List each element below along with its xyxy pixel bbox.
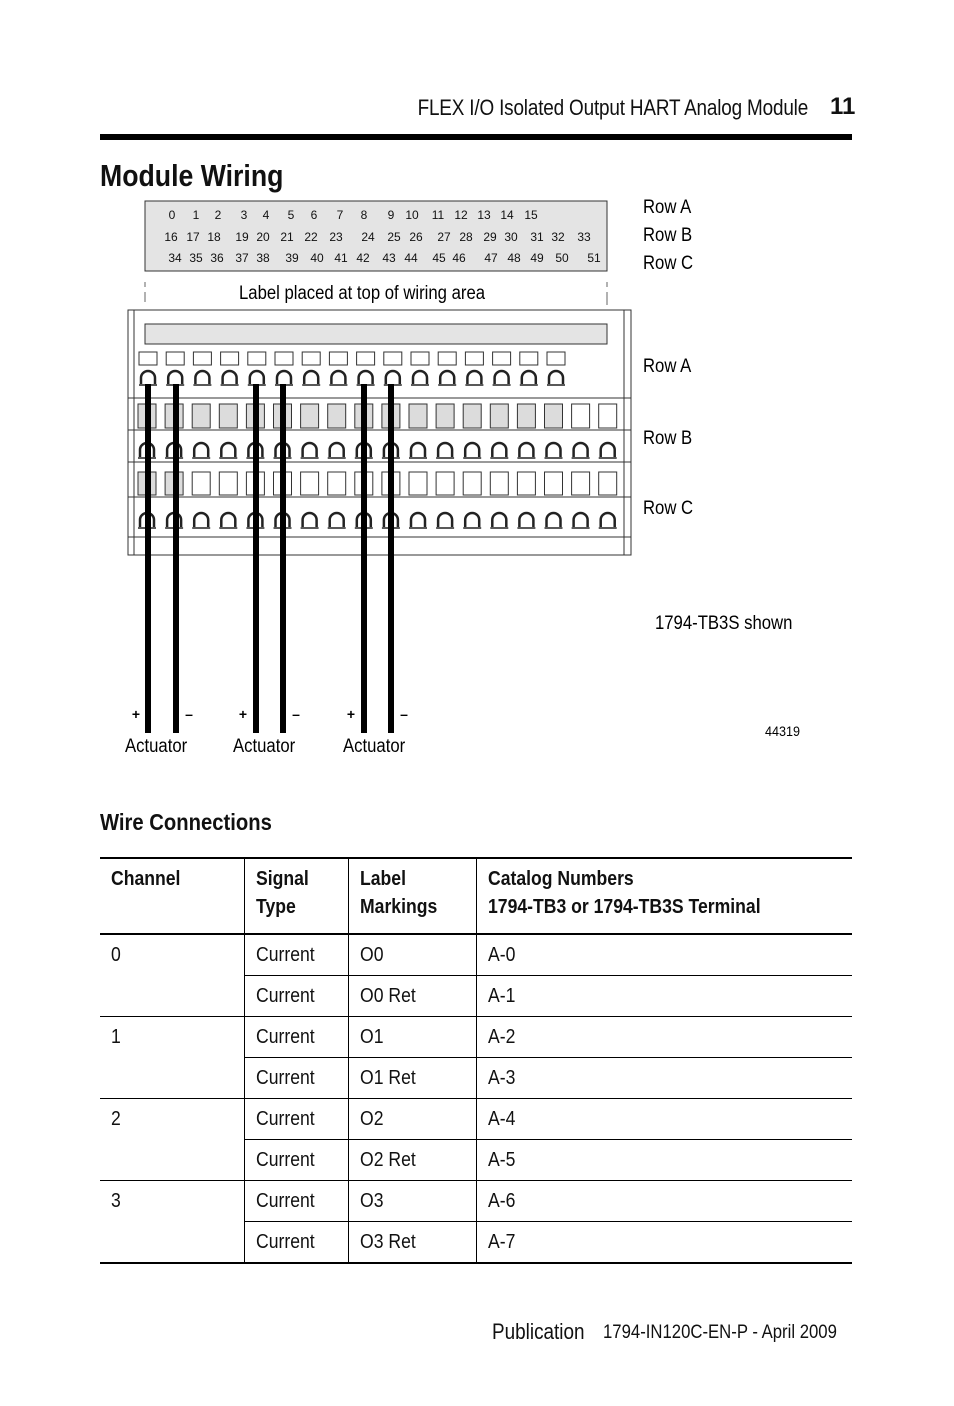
row-b-slot <box>517 404 535 428</box>
row-c-slot <box>436 472 454 495</box>
header-label-markings: Label Markings <box>348 858 476 934</box>
row-c-slot <box>219 472 237 495</box>
row-b-slot <box>545 404 563 428</box>
table-header-row <box>100 858 852 934</box>
label-number: 45 <box>432 251 446 265</box>
label-number: 33 <box>577 230 591 244</box>
row-b-slot <box>409 404 427 428</box>
label-number: 2 <box>214 208 222 222</box>
actuator-2-minus: – <box>292 706 300 722</box>
cell-terminal: A-0 <box>476 934 852 976</box>
model-caption: 1794-TB3S shown <box>655 612 793 634</box>
cell-terminal: A-3 <box>476 1058 852 1099</box>
label-number: 16 <box>164 230 178 244</box>
actuator-1-plus: + <box>131 706 141 722</box>
running-header-title: FLEX I/O Isolated Output HART Analog Module <box>417 95 808 120</box>
cell-terminal: A-5 <box>476 1140 852 1181</box>
row-a-tab <box>547 352 565 365</box>
header-signal-type: Signal Type <box>244 858 348 934</box>
label-number: 24 <box>361 230 375 244</box>
actuator-3-plus: + <box>346 706 356 722</box>
label-number: 10 <box>405 208 419 222</box>
label-number: 43 <box>382 251 396 265</box>
page-number: 11 <box>830 93 856 120</box>
label-number: 23 <box>329 230 343 244</box>
label-number: 19 <box>235 230 249 244</box>
cell-channel: 3 <box>100 1181 244 1264</box>
cell-signal-type: Current <box>244 1222 348 1264</box>
row-a-tab <box>248 352 266 365</box>
row-b-slot <box>301 404 319 428</box>
row-a-tab <box>221 352 239 365</box>
label-number: 13 <box>477 208 491 222</box>
actuator-3-minus: – <box>400 706 408 722</box>
section-title: Module Wiring <box>100 158 284 193</box>
label-number: 38 <box>256 251 270 265</box>
block-row-c-label: Row C <box>643 497 694 519</box>
label-number: 36 <box>210 251 224 265</box>
cell-terminal: A-1 <box>476 976 852 1017</box>
row-a-tab <box>520 352 538 365</box>
label-number: 46 <box>452 251 466 265</box>
label-number: 32 <box>551 230 565 244</box>
label-number: 12 <box>454 208 468 222</box>
row-a-tab <box>302 352 320 365</box>
label-number: 26 <box>409 230 423 244</box>
header-catalog-numbers: Catalog Numbers 1794-TB3 or 1794-TB3S Terminal <box>476 858 852 934</box>
label-number: 51 <box>587 251 601 265</box>
label-number: 34 <box>168 251 182 265</box>
row-c-slot <box>463 472 481 495</box>
label-number: 9 <box>387 208 395 222</box>
row-a-tab <box>357 352 375 365</box>
label-number: 3 <box>240 208 248 222</box>
row-a-tab <box>384 352 402 365</box>
label-number: 5 <box>287 208 295 222</box>
actuator-2-plus: + <box>238 706 248 722</box>
cell-label-marking: O0 <box>348 934 476 976</box>
cell-signal-type: Current <box>244 1181 348 1222</box>
label-number: 30 <box>504 230 518 244</box>
row-c-slot <box>301 472 319 495</box>
row-c-slot <box>192 472 210 495</box>
figure-number: 44319 <box>765 723 800 740</box>
label-number: 42 <box>356 251 370 265</box>
cell-channel: 0 <box>100 934 244 1017</box>
row-c-slot <box>517 472 535 495</box>
label-number: 40 <box>310 251 324 265</box>
cell-label-marking: O1 <box>348 1017 476 1058</box>
label-number: 1 <box>192 208 200 222</box>
actuator-3-label: Actuator <box>343 735 406 757</box>
cell-terminal: A-2 <box>476 1017 852 1058</box>
row-b-slot <box>463 404 481 428</box>
cell-terminal: A-6 <box>476 1181 852 1222</box>
label-row-b-caption: Row B <box>643 224 693 246</box>
header-channel: Channel <box>100 858 244 934</box>
label-number: 50 <box>555 251 569 265</box>
table-row <box>100 1099 852 1140</box>
row-b-slot <box>572 404 590 428</box>
label-number: 49 <box>530 251 544 265</box>
row-c-slot <box>572 472 590 495</box>
label-number: 21 <box>280 230 294 244</box>
label-number: 0 <box>168 208 176 222</box>
table-row <box>100 1181 852 1222</box>
row-b-slot <box>192 404 210 428</box>
row-a-tab <box>139 352 157 365</box>
label-number: 47 <box>484 251 498 265</box>
label-row-a-caption: Row A <box>643 196 692 218</box>
label-number: 22 <box>304 230 318 244</box>
label-number: 8 <box>360 208 368 222</box>
label-number: 48 <box>507 251 521 265</box>
row-c-slot <box>545 472 563 495</box>
actuator-1-minus: – <box>185 706 193 722</box>
row-a-tab <box>275 352 293 365</box>
cell-signal-type: Current <box>244 1058 348 1099</box>
label-number: 41 <box>334 251 348 265</box>
label-number: 4 <box>262 208 270 222</box>
cell-terminal: A-4 <box>476 1099 852 1140</box>
row-a-tab <box>411 352 429 365</box>
row-c-slot <box>599 472 617 495</box>
row-c-slot <box>490 472 508 495</box>
block-row-a-label: Row A <box>643 355 692 377</box>
row-b-slot <box>436 404 454 428</box>
row-a-tab <box>193 352 211 365</box>
row-b-slot <box>328 404 346 428</box>
cell-terminal: A-7 <box>476 1222 852 1264</box>
cell-label-marking: O2 <box>348 1099 476 1140</box>
row-a-tab <box>493 352 511 365</box>
label-number: 44 <box>404 251 418 265</box>
footer-publication-number: 1794-IN120C-EN-P - April 2009 <box>603 1322 837 1343</box>
cell-label-marking: O0 Ret <box>348 976 476 1017</box>
wire-connections-title: Wire Connections <box>100 809 272 835</box>
row-c-slot <box>409 472 427 495</box>
table-row <box>100 934 852 976</box>
label-number: 39 <box>285 251 299 265</box>
label-number: 27 <box>437 230 451 244</box>
wire-connections-table <box>100 857 852 1264</box>
cell-channel: 2 <box>100 1099 244 1181</box>
label-number: 14 <box>500 208 514 222</box>
label-number: 29 <box>483 230 497 244</box>
label-number: 31 <box>530 230 544 244</box>
footer-publication-label: Publication <box>492 1319 585 1344</box>
row-a-tab <box>438 352 456 365</box>
label-number: 6 <box>310 208 318 222</box>
cell-label-marking: O2 Ret <box>348 1140 476 1181</box>
row-c-slot <box>328 472 346 495</box>
cell-signal-type: Current <box>244 1140 348 1181</box>
cell-signal-type: Current <box>244 934 348 976</box>
cell-label-marking: O1 Ret <box>348 1058 476 1099</box>
label-number: 20 <box>256 230 270 244</box>
row-a-tab <box>166 352 184 365</box>
label-number: 15 <box>524 208 538 222</box>
label-number: 17 <box>186 230 200 244</box>
cell-signal-type: Current <box>244 1017 348 1058</box>
label-number: 25 <box>387 230 401 244</box>
row-b-slot <box>490 404 508 428</box>
cell-label-marking: O3 <box>348 1181 476 1222</box>
label-number: 18 <box>207 230 221 244</box>
label-number: 35 <box>189 251 203 265</box>
table-row <box>100 1017 852 1058</box>
label-number: 28 <box>459 230 473 244</box>
cell-signal-type: Current <box>244 1099 348 1140</box>
label-caption: Label placed at top of wiring area <box>239 282 486 304</box>
label-row-c-caption: Row C <box>643 252 694 274</box>
row-a-tab <box>465 352 483 365</box>
row-b-slot <box>219 404 237 428</box>
cell-signal-type: Current <box>244 976 348 1017</box>
cell-channel: 1 <box>100 1017 244 1099</box>
row-a-tab <box>329 352 347 365</box>
label-number: 37 <box>235 251 249 265</box>
row-b-slot <box>599 404 617 428</box>
actuator-1-label: Actuator <box>125 735 188 757</box>
actuator-2-label: Actuator <box>233 735 296 757</box>
label-number: 11 <box>431 208 445 222</box>
block-row-b-label: Row B <box>643 427 693 449</box>
label-number: 7 <box>336 208 344 222</box>
cell-label-marking: O3 Ret <box>348 1222 476 1264</box>
terminal-block <box>128 310 631 555</box>
